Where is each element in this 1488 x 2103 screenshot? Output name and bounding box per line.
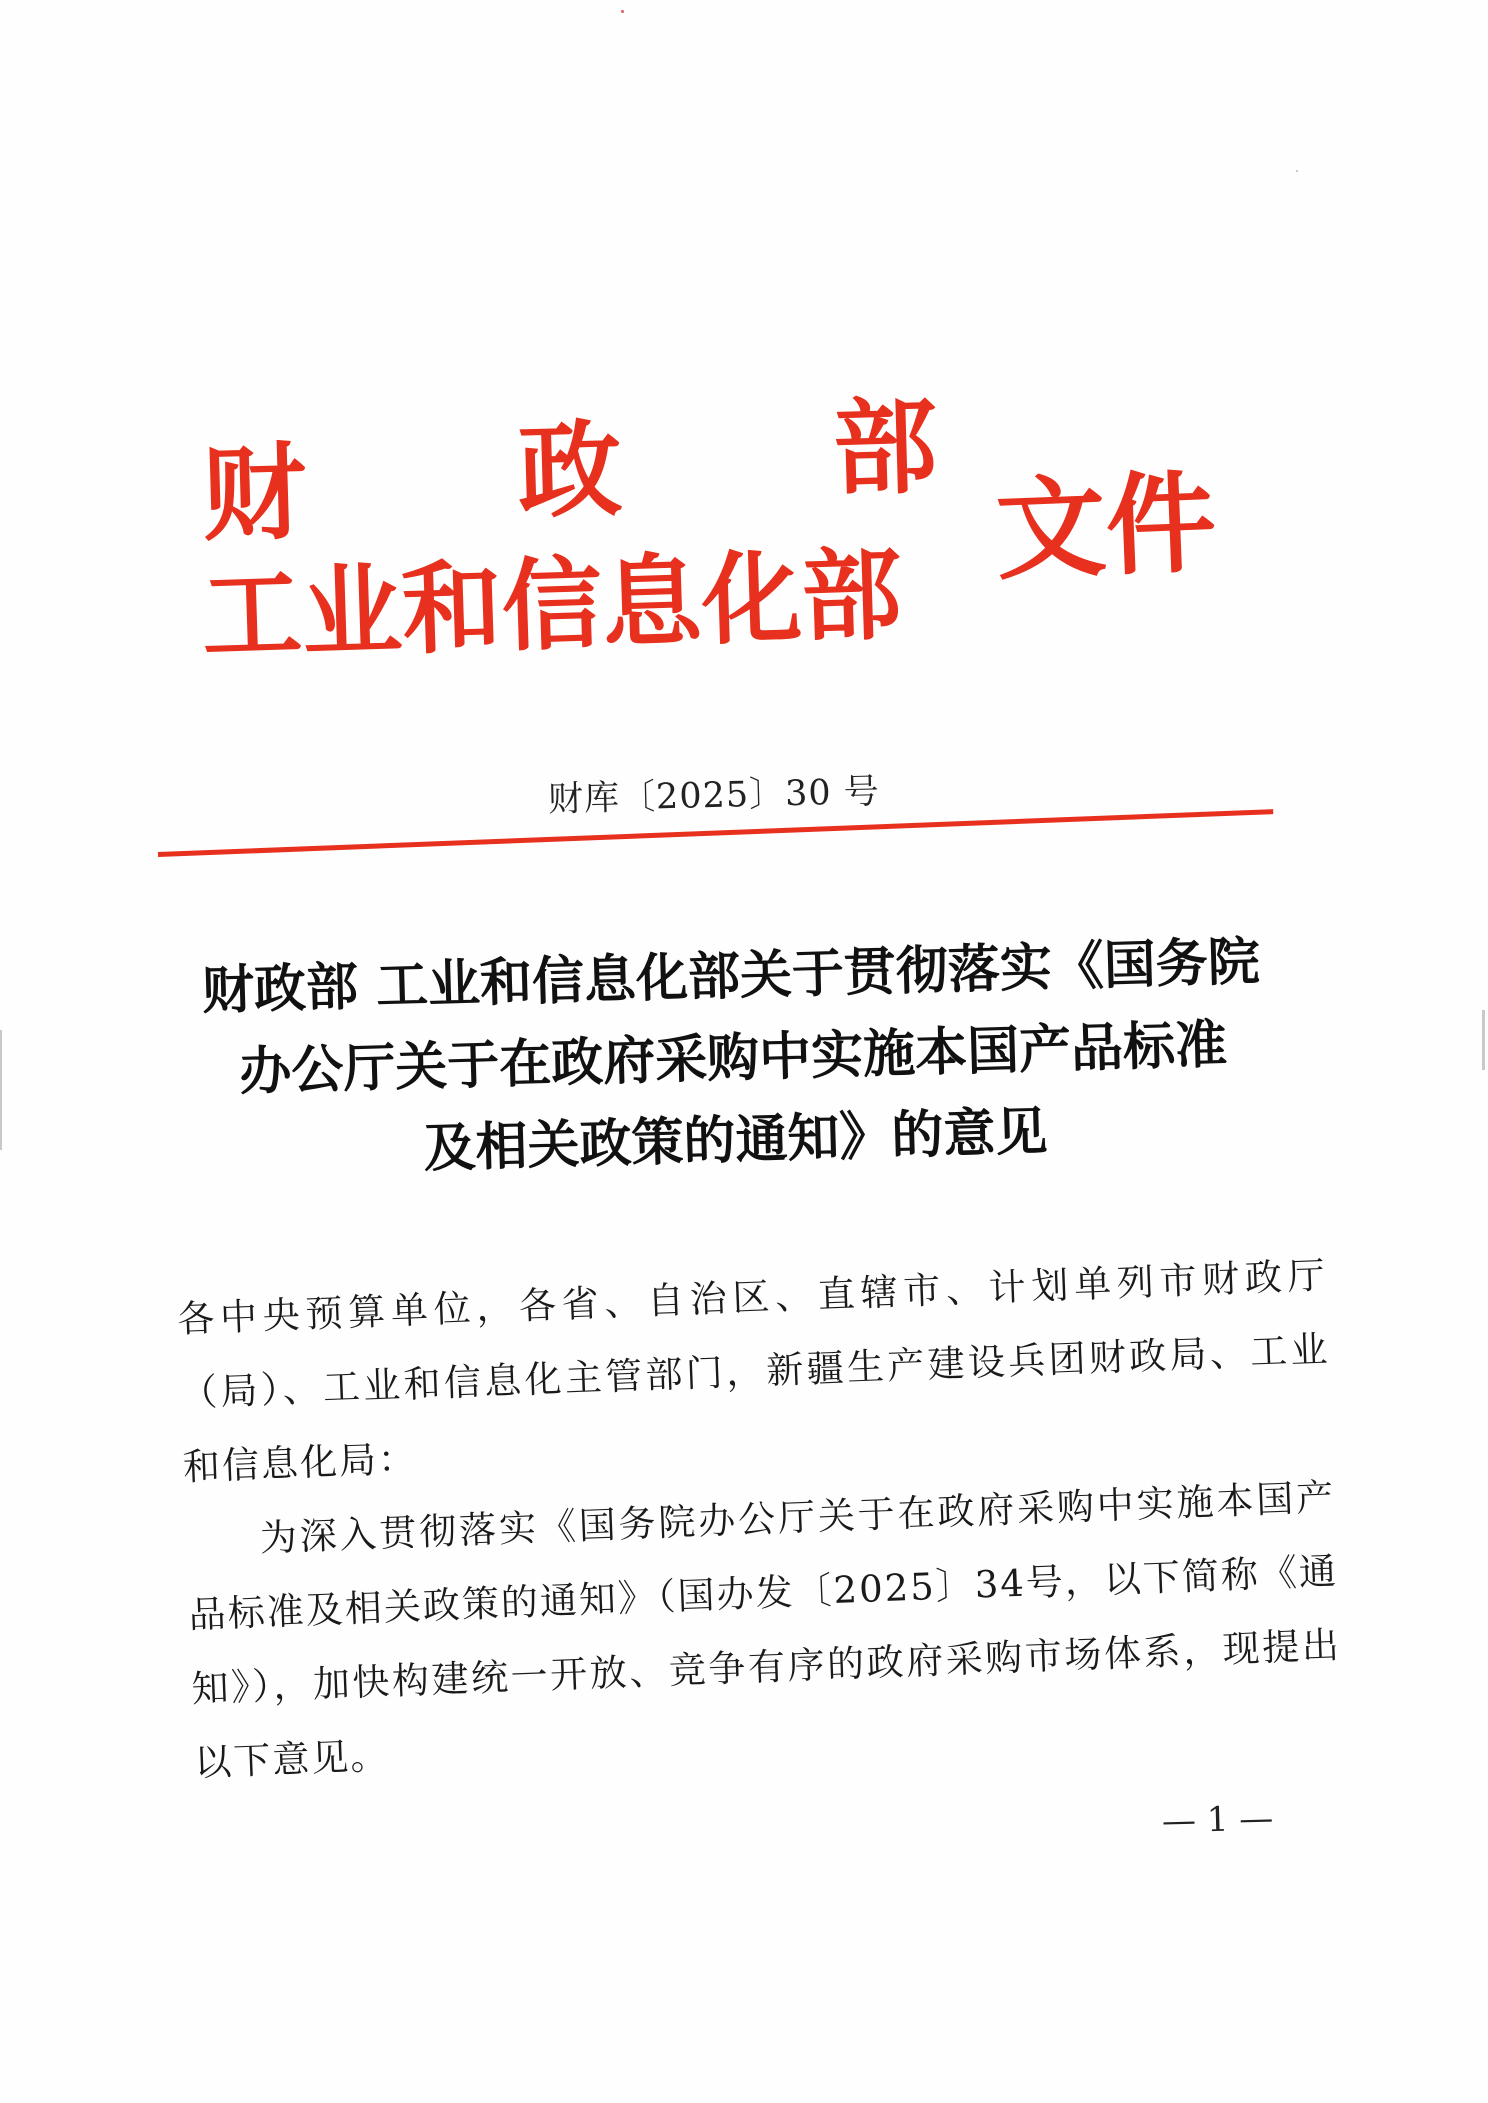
- salutation: 各中央预算单位，各省、自治区、直辖市、计划单列市财政厅（局）、工业和信息化主管部门，新疆生产建设兵团财政局、工业和信息化局：: [176, 1253, 1331, 1489]
- document-type-label: 文件: [993, 457, 1219, 595]
- issuer-char: 政: [515, 407, 624, 534]
- scan-edge-mark: [1482, 1010, 1485, 1070]
- body-paragraph: 为深入贯彻落实《国务院办公厅关于在政府采购中实施本国产品标准及相关政策的通知》（国办发〔2025〕34号，以下简称《通知》），加快构建统一开放、竞争有序的政府采购市场体系，现提出以下意见。: [187, 1475, 1342, 1785]
- document-body: [176, 1239, 1345, 1801]
- issuer-ministry-of-industry: 工业和信息化部: [200, 535, 904, 675]
- title-line: 及相关政策的通知》的意见: [422, 1102, 1049, 1180]
- page-number: — 1 —: [1161, 1798, 1274, 1842]
- issuer-char: 财: [200, 430, 308, 556]
- scan-edge-mark: [0, 1030, 2, 1150]
- scan-speck: [621, 10, 624, 13]
- scan-speck: [1296, 170, 1298, 172]
- document-title: [150, 920, 1316, 1198]
- title-line: 财政部 工业和信息化部关于贯彻落实《国务院: [201, 932, 1261, 1022]
- title-line: 办公厅关于在政府采购中实施本国产品标准: [238, 1014, 1228, 1103]
- document-number: 财库〔2025〕30 号: [547, 771, 881, 820]
- issuer-char: 部: [831, 384, 939, 511]
